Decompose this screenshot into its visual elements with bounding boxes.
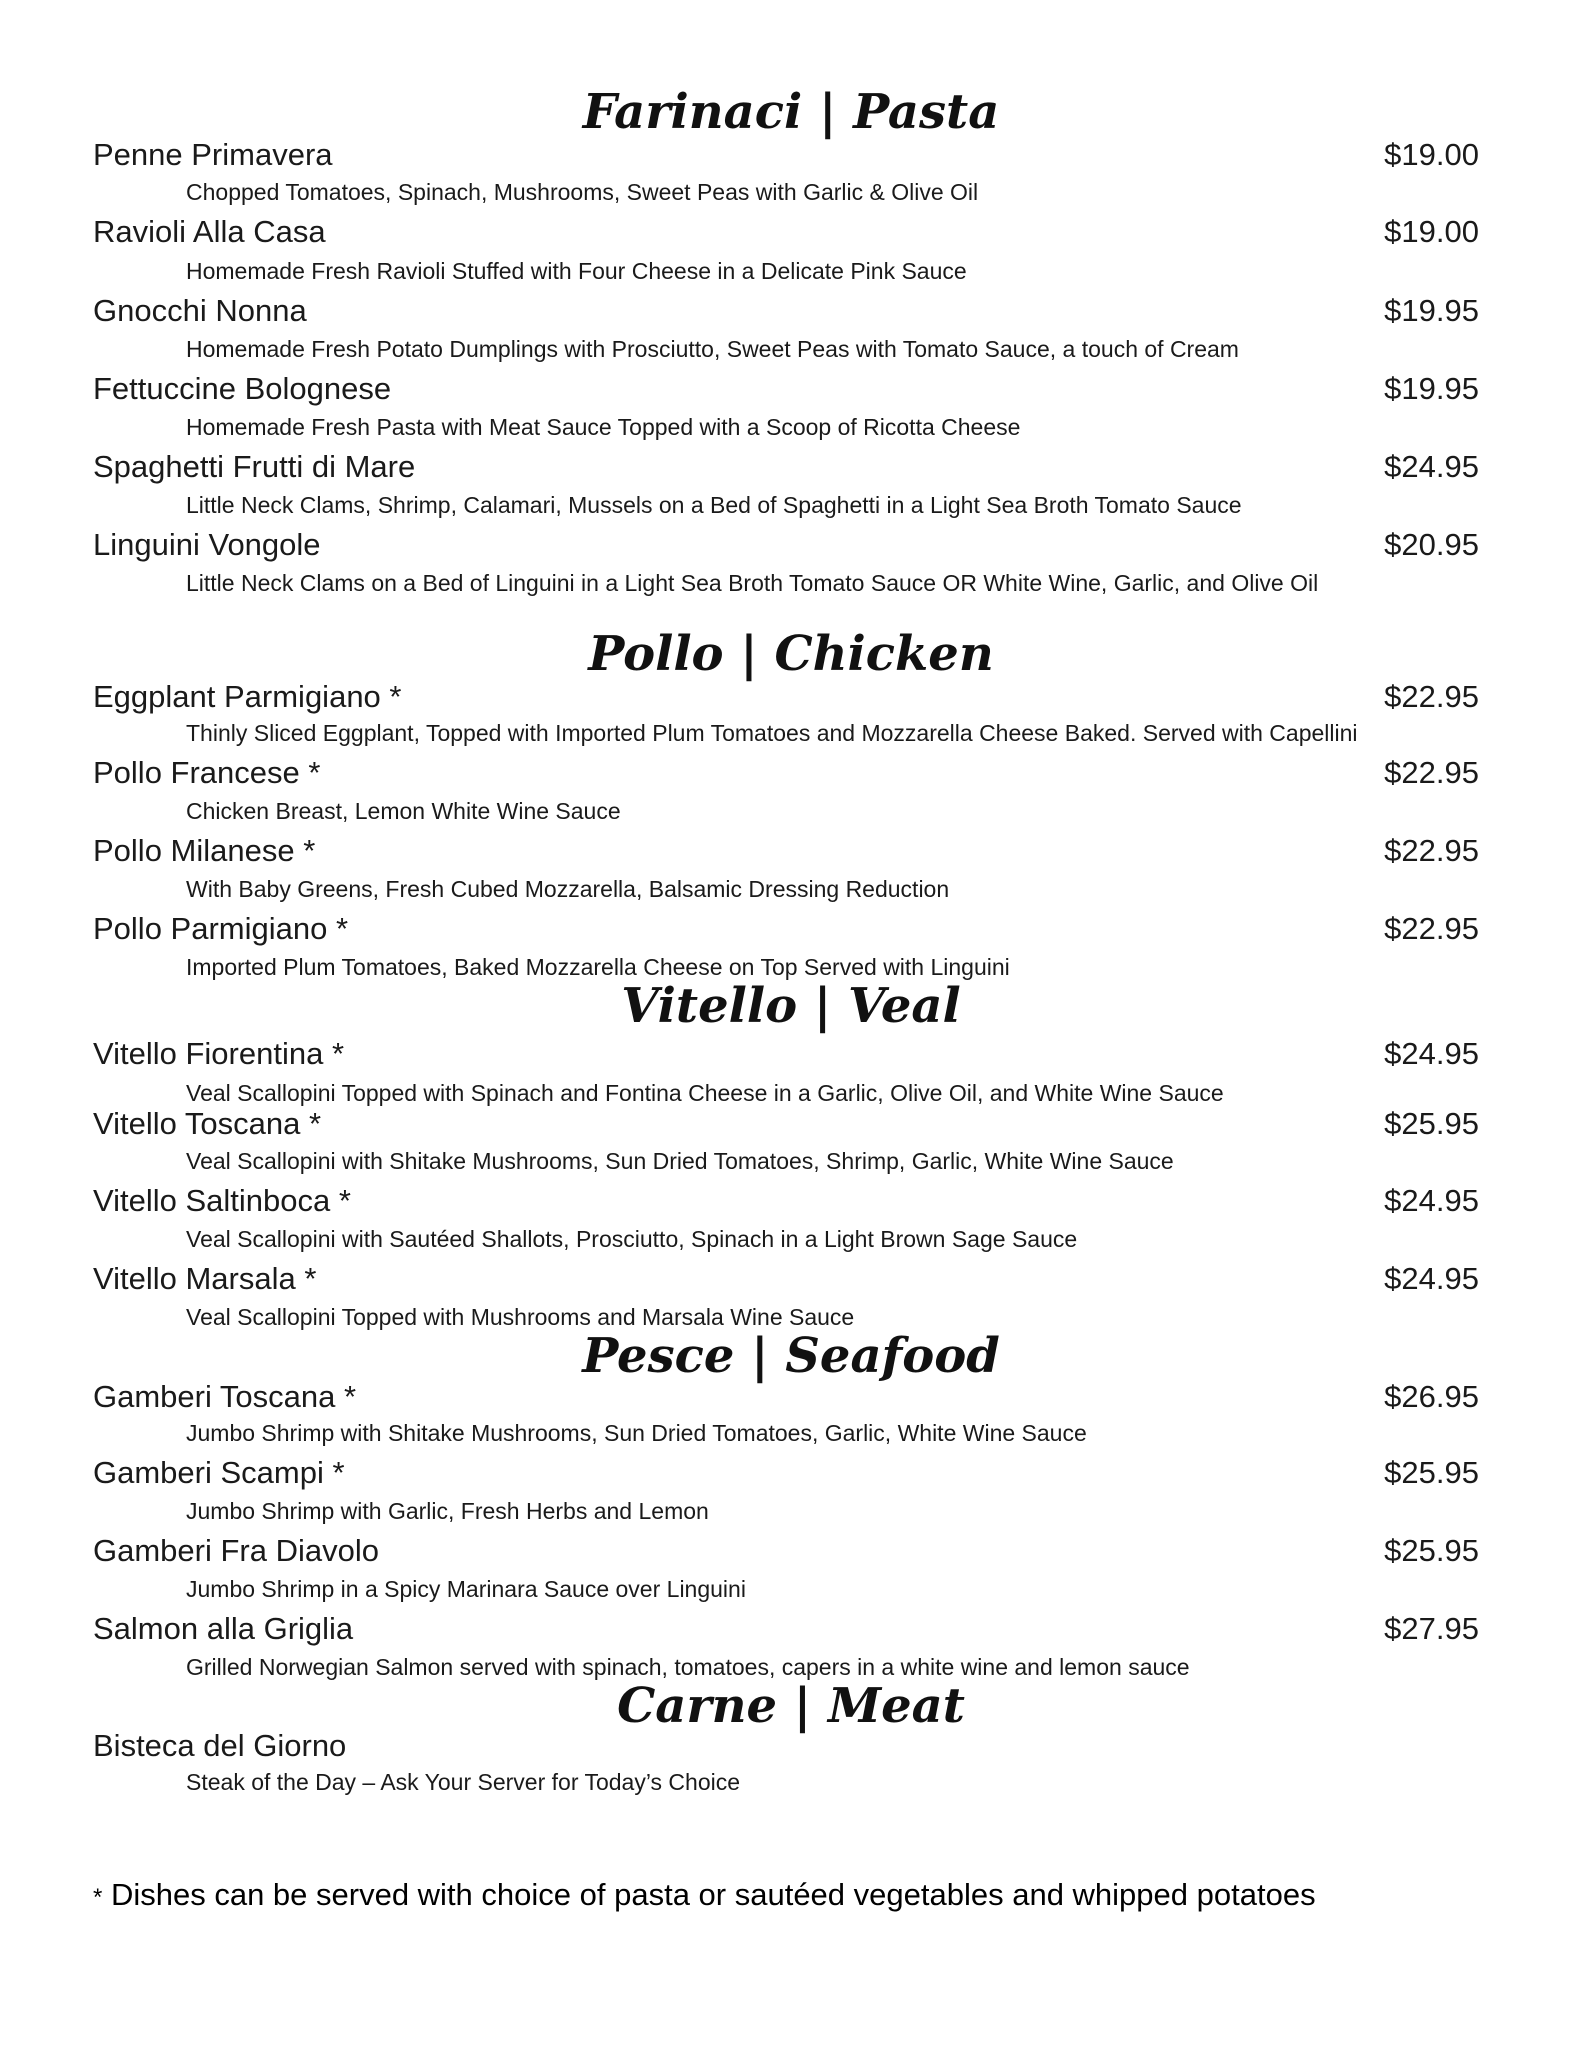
menu-item-description: Little Neck Clams, Shrimp, Calamari, Mussels on a Bed of Spaghetti in a Light Sea Broth Tomato Sauce bbox=[186, 492, 1242, 518]
footnote-text: Dishes can be served with choice of pasta or sautéed vegetables and whipped potatoes bbox=[102, 1877, 1316, 1912]
menu-item-description: Veal Scallopini Topped with Mushrooms and Marsala Wine Sauce bbox=[186, 1304, 855, 1330]
menu-item-description: Homemade Fresh Ravioli Stuffed with Four Cheese in a Delicate Pink Sauce bbox=[186, 258, 967, 284]
menu-item-description: Homemade Fresh Potato Dumplings with Prosciutto, Sweet Peas with Tomato Sauce, a touch of Cream bbox=[186, 336, 1239, 362]
menu-item-price: $26.95 bbox=[1384, 1379, 1479, 1414]
footnote bbox=[93, 1875, 1316, 1918]
section-title-veal: Vitello | Veal bbox=[621, 978, 961, 1034]
footnote-asterisk: * bbox=[93, 1884, 103, 1911]
menu-item-price: $27.95 bbox=[1384, 1611, 1479, 1646]
menu-item-name: Gnocchi Nonna bbox=[93, 293, 307, 328]
menu-item-description: Homemade Fresh Pasta with Meat Sauce Topped with a Scoop of Ricotta Cheese bbox=[186, 414, 1021, 440]
menu-item-name: Pollo Parmigiano * bbox=[93, 911, 349, 946]
menu-item-name: Pollo Francese * bbox=[93, 755, 321, 790]
menu-item-name: Ravioli Alla Casa bbox=[93, 214, 326, 249]
menu-item-description: Jumbo Shrimp in a Spicy Marinara Sauce over Linguini bbox=[186, 1576, 746, 1602]
menu-item-price: $22.95 bbox=[1384, 679, 1479, 714]
menu-item-description: Chopped Tomatoes, Spinach, Mushrooms, Sweet Peas with Garlic & Olive Oil bbox=[186, 179, 979, 205]
section-title-seafood: Pesce | Seafood bbox=[582, 1328, 1000, 1384]
menu-item-description: Imported Plum Tomatoes, Baked Mozzarella Cheese on Top Served with Linguini bbox=[186, 954, 1010, 980]
menu-item-price: $19.95 bbox=[1384, 293, 1479, 328]
menu-item-description: Jumbo Shrimp with Garlic, Fresh Herbs and Lemon bbox=[186, 1498, 709, 1524]
menu-item-name: Spaghetti Frutti di Mare bbox=[93, 449, 416, 484]
menu-item-name: Vitello Marsala * bbox=[93, 1261, 317, 1296]
menu-item-price: $24.95 bbox=[1384, 449, 1479, 484]
menu-item-description: Jumbo Shrimp with Shitake Mushrooms, Sun Dried Tomatoes, Garlic, White Wine Sauce bbox=[186, 1420, 1087, 1446]
menu-item-name: Eggplant Parmigiano * bbox=[93, 679, 402, 714]
menu-item-price: $24.95 bbox=[1384, 1036, 1479, 1071]
menu-item-price: $22.95 bbox=[1384, 833, 1479, 868]
menu-item-description: Chicken Breast, Lemon White Wine Sauce bbox=[186, 798, 621, 824]
menu-item-name: Salmon alla Griglia bbox=[93, 1611, 354, 1646]
menu-item-price: $25.95 bbox=[1384, 1533, 1479, 1568]
menu-item-name: Vitello Toscana * bbox=[93, 1106, 322, 1141]
section-title-pasta: Farinaci | Pasta bbox=[582, 84, 1000, 140]
menu-item-description: Veal Scallopini with Sautéed Shallots, Prosciutto, Spinach in a Light Brown Sage Sauce bbox=[186, 1226, 1078, 1252]
menu-item-description: Steak of the Day – Ask Your Server for Today’s Choice bbox=[186, 1769, 741, 1795]
menu-item-price: $20.95 bbox=[1384, 527, 1479, 562]
menu-item-name: Vitello Fiorentina * bbox=[93, 1036, 345, 1071]
menu-item-name: Gamberi Scampi * bbox=[93, 1455, 345, 1490]
menu-item-name: Linguini Vongole bbox=[93, 527, 321, 562]
menu-item-price: $24.95 bbox=[1384, 1261, 1479, 1296]
menu-item-name: Gamberi Toscana * bbox=[93, 1379, 357, 1414]
menu-item-price: $19.00 bbox=[1384, 137, 1479, 172]
menu-item-description: Little Neck Clams on a Bed of Linguini in a Light Sea Broth Tomato Sauce OR White Wine, Garlic, and Olive Oil bbox=[186, 570, 1319, 596]
menu-item-price: $22.95 bbox=[1384, 755, 1479, 790]
menu-item-name: Fettuccine Bolognese bbox=[93, 371, 392, 406]
menu-item-name: Pollo Milanese * bbox=[93, 833, 316, 868]
menu-item-description: Grilled Norwegian Salmon served with spinach, tomatoes, capers in a white wine and lemon sauce bbox=[186, 1654, 1190, 1680]
menu-item-price: $24.95 bbox=[1384, 1183, 1479, 1218]
menu-item-description: Thinly Sliced Eggplant, Topped with Imported Plum Tomatoes and Mozzarella Cheese Baked. Served with Capellini bbox=[186, 720, 1358, 746]
section-title-meat: Carne | Meat bbox=[617, 1678, 965, 1734]
menu-item-price: $22.95 bbox=[1384, 911, 1479, 946]
menu-item-price: $25.95 bbox=[1384, 1106, 1479, 1141]
menu-item-name: Penne Primavera bbox=[93, 137, 333, 172]
menu-item-name: Gamberi Fra Diavolo bbox=[93, 1533, 379, 1568]
menu-item-name: Bisteca del Giorno bbox=[93, 1728, 347, 1763]
menu-item-name: Vitello Saltinboca * bbox=[93, 1183, 351, 1218]
menu-item-description: Veal Scallopini Topped with Spinach and Fontina Cheese in a Garlic, Olive Oil, and White Wine Sauce bbox=[186, 1080, 1224, 1106]
menu-item-price: $25.95 bbox=[1384, 1455, 1479, 1490]
menu-item-description: With Baby Greens, Fresh Cubed Mozzarella, Balsamic Dressing Reduction bbox=[186, 876, 950, 902]
menu-item-price: $19.95 bbox=[1384, 371, 1479, 406]
menu-item-price: $19.00 bbox=[1384, 214, 1479, 249]
menu-item-description: Veal Scallopini with Shitake Mushrooms, Sun Dried Tomatoes, Shrimp, Garlic, White Wine Sauce bbox=[186, 1148, 1174, 1174]
section-title-chicken: Pollo | Chicken bbox=[588, 626, 994, 682]
